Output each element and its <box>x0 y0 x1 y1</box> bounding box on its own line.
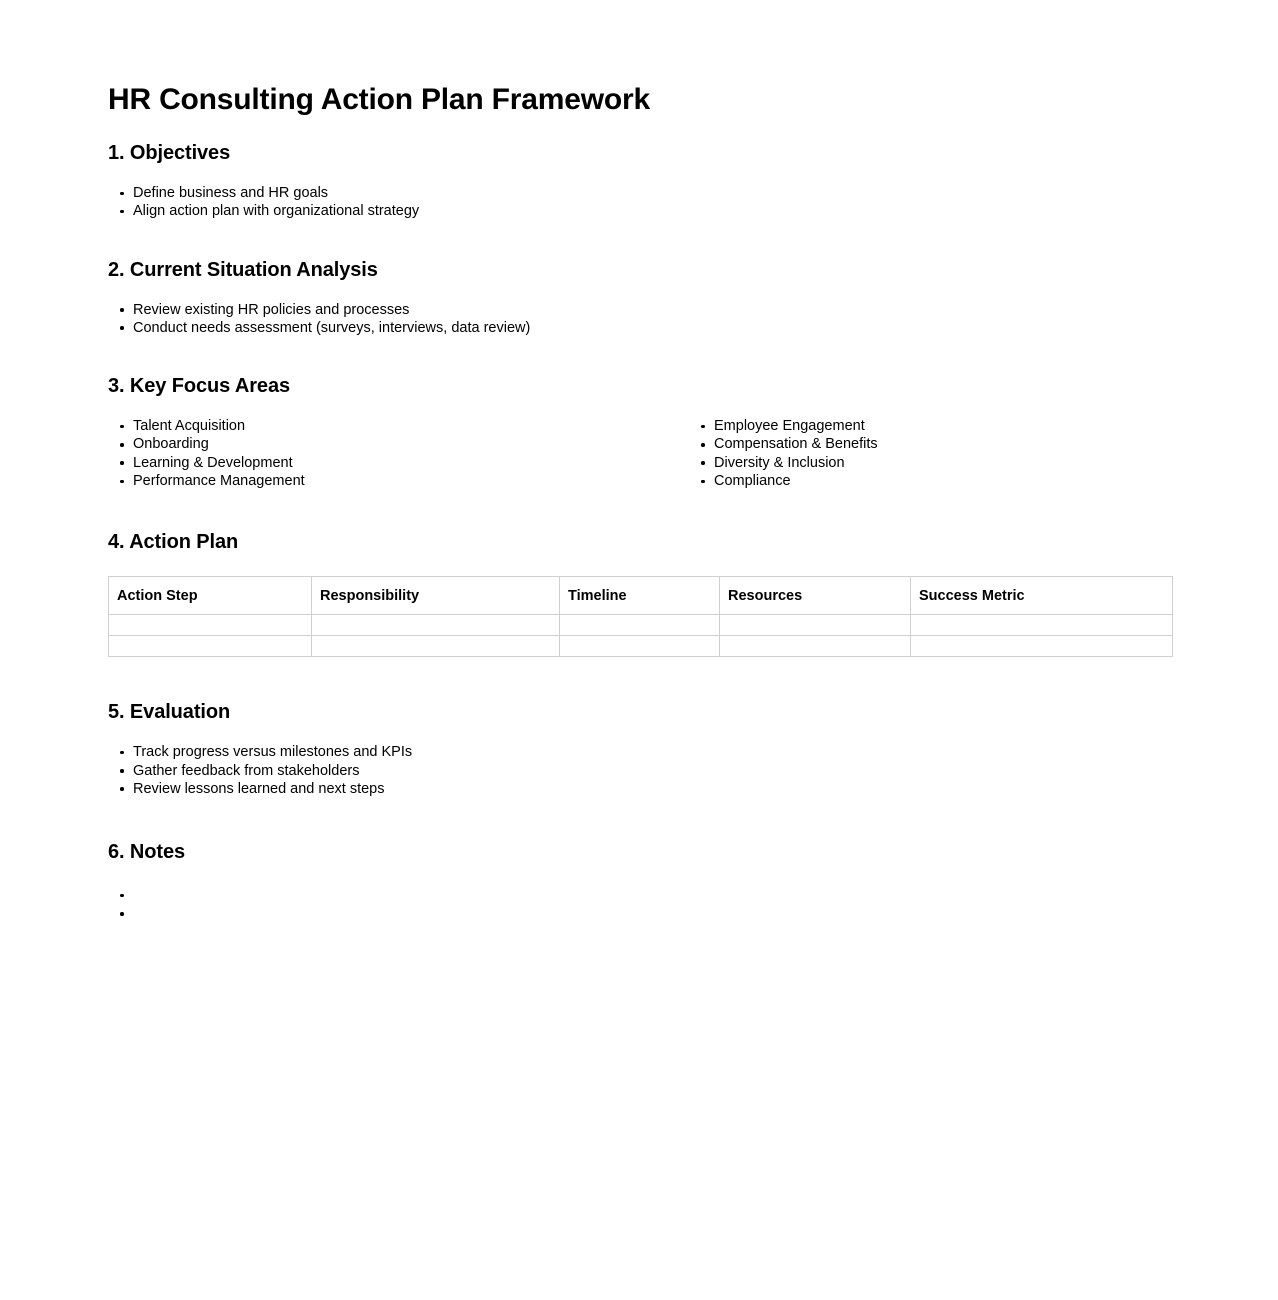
table-cell[interactable] <box>109 636 312 657</box>
table-cell[interactable] <box>911 615 1173 636</box>
spacer <box>108 165 1172 184</box>
column-header-action-step: Action Step <box>109 577 312 615</box>
list-item: Review existing HR policies and processes <box>108 301 1172 319</box>
section-evaluation <box>108 700 1172 798</box>
table-cell[interactable] <box>312 615 560 636</box>
list-item[interactable] <box>108 905 1172 923</box>
table-body <box>109 615 1173 657</box>
section-heading-evaluation: 5. Evaluation <box>108 701 231 724</box>
list-item: Employee Engagement <box>689 417 1172 435</box>
spacer <box>108 554 1172 576</box>
list-item: Talent Acquisition <box>108 417 640 435</box>
list-item: Performance Management <box>108 472 640 490</box>
spacer <box>108 282 1172 301</box>
table-header-row <box>109 577 1173 615</box>
table-cell[interactable] <box>720 636 911 657</box>
spacer <box>108 798 1172 840</box>
column-header-responsibility: Responsibility <box>312 577 560 615</box>
section-key-focus-areas <box>108 374 1172 490</box>
notes-list <box>108 886 1172 923</box>
page-title: HR Consulting Action Plan Framework <box>108 83 650 116</box>
list-item: Conduct needs assessment (surveys, interviews, data review) <box>108 319 1172 337</box>
section-heading-action-plan: 4. Action Plan <box>108 531 239 554</box>
section-notes <box>108 840 1172 923</box>
action-plan-table <box>108 576 1173 657</box>
table-cell[interactable] <box>720 615 911 636</box>
table-cell[interactable] <box>560 636 720 657</box>
document-body <box>108 82 1172 923</box>
table-cell[interactable] <box>560 615 720 636</box>
list-item: Gather feedback from stakeholders <box>108 762 1172 780</box>
section-objectives <box>108 141 1172 221</box>
list-item: Diversity & Inclusion <box>689 454 1172 472</box>
table-row <box>109 636 1173 657</box>
list-item: Compliance <box>689 472 1172 490</box>
list-item: Onboarding <box>108 435 640 453</box>
list-item: Compensation & Benefits <box>689 435 1172 453</box>
key-focus-areas-right-column <box>640 417 1172 490</box>
table-cell[interactable] <box>312 636 560 657</box>
spacer <box>108 118 1172 141</box>
list-item: Track progress versus milestones and KPIs <box>108 743 1172 761</box>
table-row <box>109 615 1173 636</box>
section-heading-notes: 6. Notes <box>108 841 186 864</box>
list-item[interactable] <box>108 886 1172 904</box>
list-item: Learning & Development <box>108 454 640 472</box>
section-heading-objectives: 1. Objectives <box>108 142 231 164</box>
table-header <box>109 577 1173 615</box>
section-heading-key-focus-areas: 3. Key Focus Areas <box>108 375 290 398</box>
column-header-timeline: Timeline <box>560 577 720 615</box>
key-focus-areas-list-left <box>108 417 640 490</box>
spacer <box>108 724 1172 743</box>
spacer <box>108 657 1172 700</box>
list-item: Align action plan with organizational strategy <box>108 202 1172 220</box>
column-header-resources: Resources <box>720 577 911 615</box>
evaluation-list <box>108 743 1172 798</box>
list-item: Review lessons learned and next steps <box>108 780 1172 798</box>
table-cell[interactable] <box>911 636 1173 657</box>
objectives-list <box>108 184 1172 221</box>
spacer <box>108 398 1172 417</box>
spacer <box>108 221 1172 258</box>
spacer <box>108 490 1172 530</box>
column-header-success-metric: Success Metric <box>911 577 1173 615</box>
key-focus-areas-columns <box>108 417 1172 490</box>
section-current-situation-analysis <box>108 258 1172 338</box>
table-cell[interactable] <box>109 615 312 636</box>
list-item: Define business and HR goals <box>108 184 1172 202</box>
section-action-plan <box>108 530 1172 657</box>
section-heading-current-situation-analysis: 2. Current Situation Analysis <box>108 258 378 281</box>
spacer <box>108 337 1172 374</box>
key-focus-areas-left-column <box>108 417 640 490</box>
key-focus-areas-list-right <box>689 417 1172 490</box>
current-situation-list <box>108 301 1172 338</box>
spacer <box>108 864 1172 886</box>
